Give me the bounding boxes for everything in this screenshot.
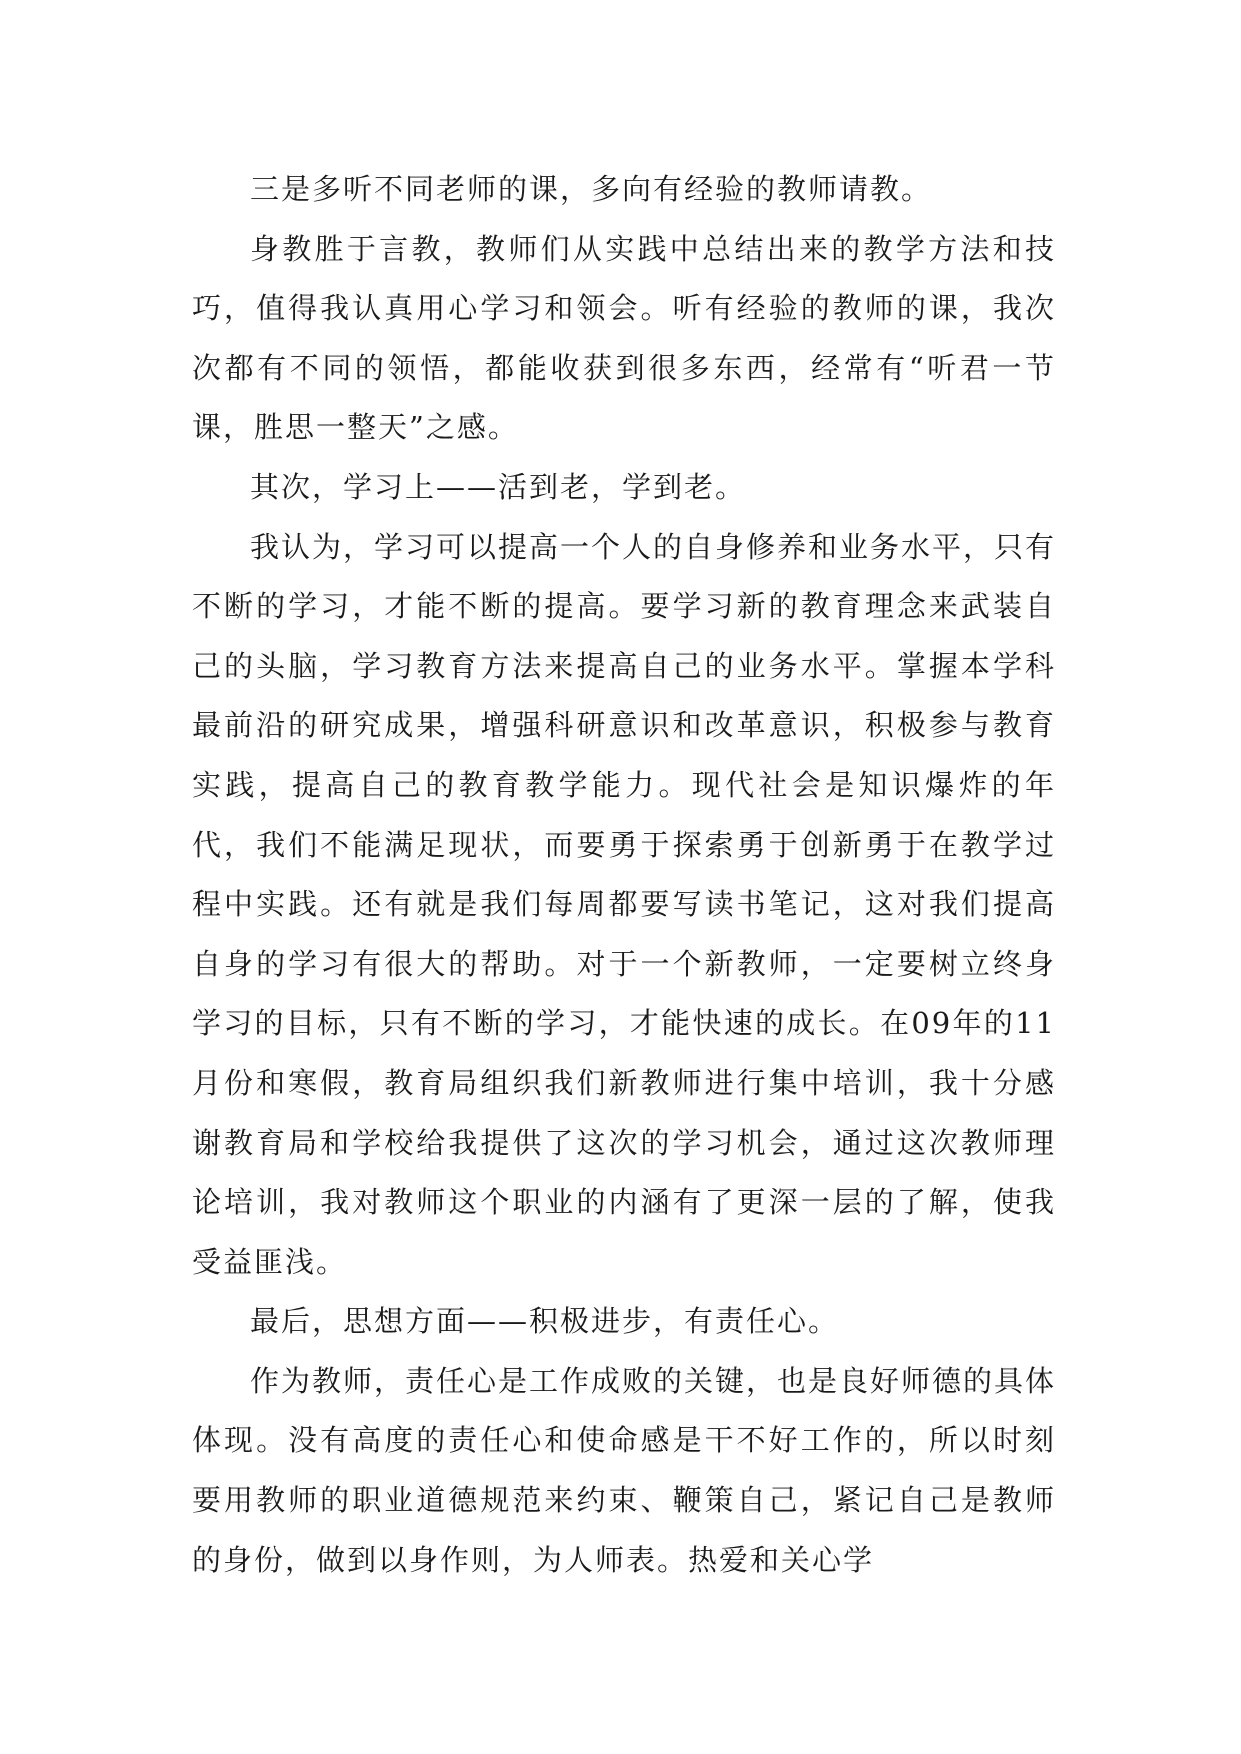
paragraph-responsibility: 作为教师，责任心是工作成败的关键，也是良好师德的具体体现。没有高度的责任心和使命感是干不好工作的，所以时刻要用教师的职业道德规范来约束、鞭策自己，紧记自己是教师的身份，做到以身作则，为人师表。热爱和关心学 [192, 1363, 1057, 1577]
document-body [192, 160, 1056, 1590]
paragraph-teaching-by-example: 身教胜于言教，教师们从实践中总结出来的教学方法和技巧，值得我认真用心学习和领会。听有经验的教师的课，我次次都有不同的领悟，都能收获到很多东西，经常有“听君一节课，胜思一整天”之感。 [192, 231, 1056, 445]
paragraph-heading-study: 其次，学习上——活到老，学到老。 [250, 469, 747, 504]
paragraph-heading-thought: 最后，思想方面——积极进步，有责任心。 [250, 1304, 840, 1339]
paragraph-lifelong-learning: 我认为，学习可以提高一个人的自身修养和业务水平，只有不断的学习，才能不断的提高。要学习新的教育理念来武装自己的头脑，学习教育方法来提高自己的业务水平。掌握本学科最前沿的研究成果，增强科研意识和改革意识，积极参与教育实践，提高自己的教育教学能力。现代社会是知识爆炸的年代，我们不能满足现状，而要勇于探索勇于创新勇于在教学过程中实践。还有就是我们每周都要写读书笔记，这对我们提高自身的学习有很大的帮助。对于一个新教师，一定要树立终身学习的目标，只有不断的学习，才能快速的成长。在09年的11月份和寒假，教育局组织我们新教师进行集中培训，我十分感谢教育局和学校给我提供了这次的学习机会，通过这次教师理论培训，我对教师这个职业的内涵有了更深一层的了解，使我受益匪浅。 [192, 529, 1057, 1279]
paragraph-listen-to-teachers: 三是多听不同老师的课，多向有经验的教师请教。 [250, 172, 933, 206]
